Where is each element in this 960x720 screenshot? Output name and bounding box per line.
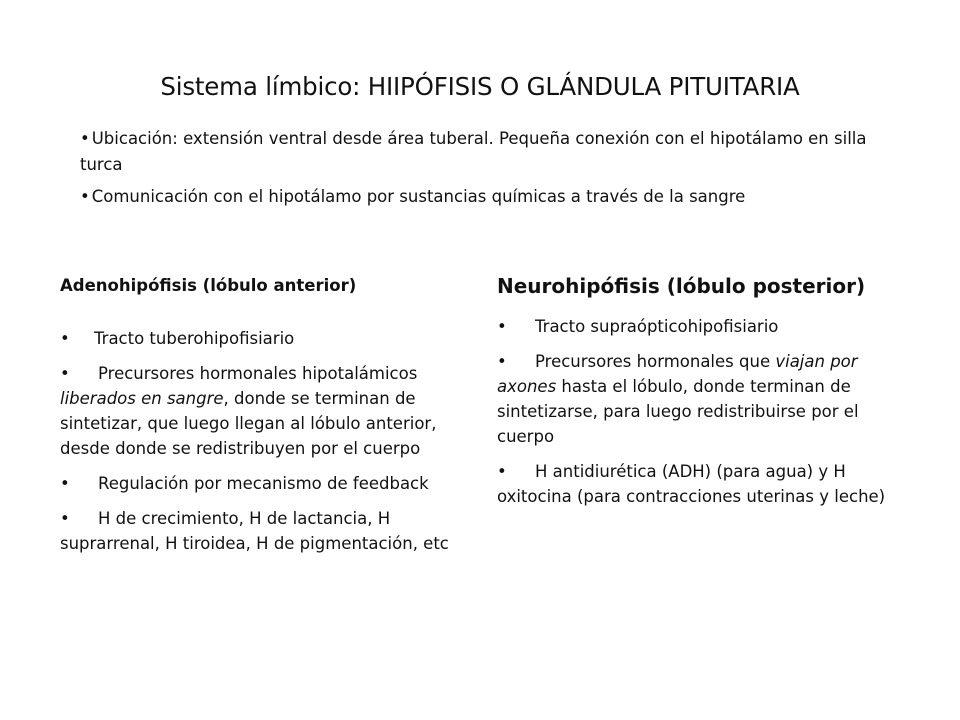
bullet-icon: • [497, 352, 507, 371]
intro-bullet-list [80, 126, 880, 216]
list-item [60, 326, 450, 351]
bullet-icon: • [60, 329, 70, 348]
neurohipofisis-heading: Neurohipófisis (lóbulo posterior) [497, 274, 866, 298]
list-item-text: Precursores hormonales que [535, 352, 776, 371]
list-item-italic-text: viajan por axones [497, 352, 858, 396]
list-item-text: H antidiurética (ADH) (para agua) y H oxitocina (para contracciones uterinas y leche) [497, 462, 886, 506]
list-item [497, 314, 907, 339]
list-item [497, 459, 907, 509]
intro-bullet-text: Comunicación con el hipotálamo por sustancias químicas a través de la sangre [91, 187, 746, 206]
list-item-text: hasta el lóbulo, donde terminan de sintetizarse, para luego redistribuirse por el cuerpo [497, 377, 859, 446]
bullet-icon: • [497, 317, 507, 336]
list-item [60, 361, 450, 461]
adenohipofisis-list [60, 326, 450, 556]
list-item-text: , donde se terminan de sintetizar, que luego llegan al lóbulo anterior, desde donde se redistribuyen por el cuerpo [60, 389, 437, 458]
list-item [60, 506, 450, 556]
list-item-italic-text: liberados en sangre [60, 389, 224, 408]
bullet-icon: • [60, 509, 70, 528]
bullet-icon: • [497, 462, 507, 481]
bullet-icon: • [80, 187, 90, 206]
list-item-text: Tracto tuberohipofisiario [94, 329, 295, 348]
bullet-icon: • [60, 474, 70, 493]
adenohipofisis-column [60, 270, 450, 566]
list-item-text: Precursores hormonales hipotalámicos [98, 364, 418, 383]
intro-bullet-item [80, 126, 880, 178]
slide-title: Sistema límbico: HIIPÓFISIS O GLÁNDULA PITUITARIA [160, 72, 800, 101]
intro-bullet-item [80, 184, 880, 210]
list-item-text: Regulación por mecanismo de feedback [98, 474, 429, 493]
bullet-icon: • [60, 364, 70, 383]
list-item-text: Tracto supraópticohipofisiario [535, 317, 779, 336]
list-item [497, 349, 907, 449]
neurohipofisis-column [497, 270, 907, 519]
list-item-text: H de crecimiento, H de lactancia, H suprarrenal, H tiroidea, H de pigmentación, etc [60, 509, 449, 553]
adenohipofisis-heading: Adenohipófisis (lóbulo anterior) [60, 276, 357, 295]
neurohipofisis-list [497, 314, 907, 509]
intro-bullet-text: Ubicación: extensión ventral desde área tuberal. Pequeña conexión con el hipotálamo en silla turca [80, 129, 867, 174]
bullet-icon: • [80, 129, 90, 148]
list-item [60, 471, 450, 496]
